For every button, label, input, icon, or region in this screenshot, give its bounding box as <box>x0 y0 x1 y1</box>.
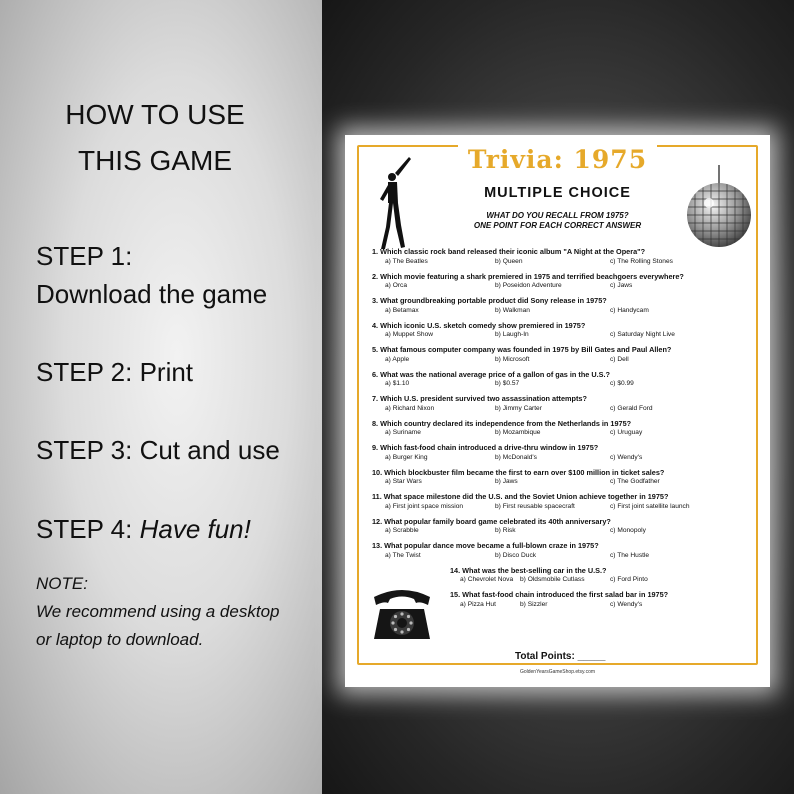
question-text: 13. What popular dance move became a full-blown craze in 1975? <box>372 541 599 550</box>
instructions-panel <box>0 0 322 794</box>
rotary-phone-icon <box>370 583 434 643</box>
answer-option-b: b) Oldsmobile Cutlass <box>520 576 585 583</box>
answer-option-a: a) Suriname <box>385 429 421 436</box>
answer-option-c: c) Ford Pinto <box>610 576 648 583</box>
answer-option-a: a) Apple <box>385 355 410 363</box>
answer-option-c: c) Handycam <box>610 306 649 314</box>
answer-option-b: b) Poseidon Adventure <box>495 282 562 289</box>
step-4 <box>36 510 251 548</box>
answer-option-c: c) Monopoly <box>610 527 646 534</box>
how-to-line-1: HOW TO USE <box>65 99 245 130</box>
shop-url: GoldenYearsGameShop.etsy.com <box>519 669 596 675</box>
question-text: 9. Which fast-food chain introduced a drive-thru window in 1975? <box>372 443 599 452</box>
answer-option-c: c) The Rolling Stones <box>610 257 673 265</box>
how-to-heading <box>0 92 310 184</box>
answer-option-b: b) Microsoft <box>495 355 530 363</box>
note <box>36 570 279 654</box>
step-2: STEP 2: Print <box>36 357 194 387</box>
answer-option-b: b) First reusable spacecraft <box>495 502 575 510</box>
instructions-line-1: WHAT DO YOU RECALL FROM 1975? <box>486 211 629 220</box>
answer-option-b: b) Jimmy Carter <box>495 404 542 412</box>
answer-option-c: c) The Godfather <box>610 478 660 485</box>
answer-option-b: b) Laugh-In <box>495 331 529 338</box>
question-text: 1. Which classic rock band released their iconic album "A Night at the Opera"? <box>372 247 646 256</box>
step-1-label: STEP 1: <box>36 241 133 271</box>
step-4-emphasis: Have fun! <box>139 514 251 544</box>
step-4-label: STEP 4: <box>36 514 140 544</box>
answer-option-a: a) $1.10 <box>385 380 410 387</box>
question-text: 11. What space milestone did the U.S. and the Soviet Union achieve together in 1975? <box>372 492 669 501</box>
note-label: NOTE: <box>36 574 88 593</box>
answer-option-a: a) Pizza Hut <box>460 600 496 608</box>
answer-option-a: a) Betamax <box>385 306 419 314</box>
question-text: 2. Which movie featuring a shark premiered in 1975 and terrified beachgoers everywhere? <box>372 271 684 281</box>
answer-option-a: a) Chevrolet Nova <box>460 576 514 583</box>
answer-option-c: c) Saturday Night Live <box>610 331 675 338</box>
question-text: 4. Which iconic U.S. sketch comedy show premiered in 1975? <box>372 320 586 330</box>
answer-option-a: a) The Twist <box>385 551 421 559</box>
sheet-title-text: Trivia: 1975 <box>458 145 657 174</box>
answer-option-a: a) Orca <box>385 282 407 289</box>
question-text: 8. Which country declared its independence from the Netherlands in 1975? <box>372 418 632 428</box>
question-text: 5. What famous computer company was founded in 1975 by Bill Gates and Paul Allen? <box>372 345 672 354</box>
answer-option-b: b) Sizzler <box>520 600 548 608</box>
trivia-sheet <box>345 135 770 687</box>
answer-option-a: a) Star Wars <box>385 478 422 485</box>
answer-option-b: b) $0.57 <box>495 380 520 387</box>
answer-option-b: b) McDonald's <box>495 453 537 461</box>
answer-option-b: b) Jaws <box>495 478 518 485</box>
instructions-line-2: ONE POINT FOR EACH CORRECT ANSWER <box>473 221 642 230</box>
answer-option-a: a) Scrabble <box>385 527 419 534</box>
answer-option-b: b) Mozambique <box>495 429 541 436</box>
answer-option-a: a) Muppet Show <box>385 331 434 338</box>
how-to-line-2: THIS GAME <box>77 145 232 176</box>
answer-option-a: a) Burger King <box>385 453 428 461</box>
dancer-silhouette-icon <box>375 155 415 255</box>
answer-option-b: b) Risk <box>495 527 516 534</box>
answer-option-c: c) Dell <box>610 355 629 363</box>
step-1-text: Download the game <box>36 279 268 309</box>
answer-option-c: c) First joint satellite launch <box>610 502 690 510</box>
question-text: 10. Which blockbuster film became the first to earn over $100 million in ticket sales? <box>372 467 665 477</box>
answer-option-c: c) Jaws <box>610 282 633 289</box>
note-line-2: or laptop to download. <box>36 630 204 649</box>
answer-option-c: c) Uruguay <box>610 429 643 436</box>
answer-option-c: c) The Hustle <box>610 551 650 559</box>
step-1 <box>36 237 267 313</box>
question-text: 14. What was the best-selling car in the U.S.? <box>450 565 607 575</box>
question-text: 15. What fast-food chain introduced the first salad bar in 1975? <box>450 590 669 599</box>
answer-option-a: a) First joint space mission <box>385 502 464 510</box>
question-text: 12. What popular family board game celebrated its 40th anniversary? <box>372 516 611 526</box>
answer-option-c: c) Wendy's <box>610 453 643 461</box>
answer-option-a: a) The Beatles <box>385 257 428 265</box>
question-text: 3. What groundbreaking portable product did Sony release in 1975? <box>372 296 607 305</box>
sheet-subtitle: MULTIPLE CHOICE <box>484 185 631 201</box>
answer-option-c: c) Gerald Ford <box>610 404 653 412</box>
answer-option-b: b) Queen <box>495 257 523 265</box>
answer-option-b: b) Disco Duck <box>495 551 537 559</box>
answer-option-a: a) Richard Nixon <box>385 404 435 412</box>
answer-option-c: c) Wendy's <box>610 600 643 608</box>
disco-ball-icon <box>685 165 753 251</box>
total-points: Total Points: _____ <box>515 651 606 662</box>
question-text: 7. Which U.S. president survived two assassination attempts? <box>372 394 587 403</box>
answer-option-c: c) $0.99 <box>610 380 634 387</box>
step-3: STEP 3: Cut and use <box>36 435 280 465</box>
note-line-1: We recommend using a desktop <box>36 602 280 621</box>
answer-option-b: b) Walkman <box>495 306 530 314</box>
question-text: 6. What was the national average price of a gallon of gas in the U.S.? <box>372 369 611 379</box>
